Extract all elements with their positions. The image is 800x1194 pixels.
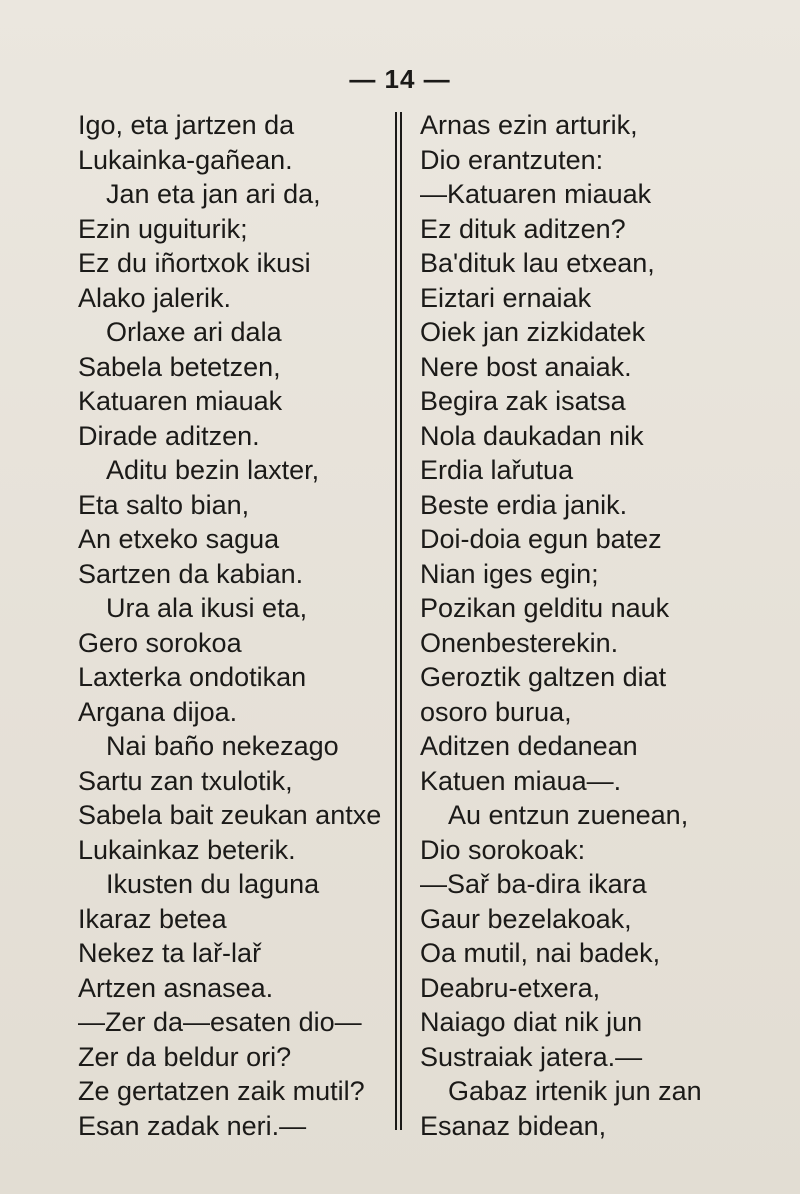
verse-line: Sustraiak jatera.— <box>420 1041 643 1072</box>
verse-line: Ez dituk aditzen? <box>420 213 626 244</box>
verse-line: —Sař ba-dira ikara <box>420 869 647 899</box>
verse-line: Ze gertatzen zaik mutil? <box>78 1076 365 1106</box>
verse-line: Aditzen dedanean <box>420 731 638 761</box>
verse-line: An etxeko sagua <box>78 524 280 554</box>
verse-line: Igo, eta jartzen da <box>78 110 295 140</box>
verse-line: Nola daukadan nik <box>420 420 644 451</box>
column-divider-rule <box>395 112 397 1130</box>
verse-line: Sartu zan txulotik, <box>78 765 293 796</box>
verse-line: Naiago diat nik jun <box>420 1007 643 1037</box>
verse-line: Ikusten du laguna <box>106 869 320 899</box>
verse-line: Eta salto bian, <box>78 489 250 520</box>
verse-line: Geroztik galtzen diat <box>420 662 667 692</box>
verse-line: Gabaz irtenik jun zan <box>448 1076 702 1106</box>
verse-line: Alako jalerik. <box>78 282 232 313</box>
verse-line: Nian iges egin; <box>420 558 599 589</box>
verse-line: Gero sorokoa <box>78 627 242 658</box>
verse-line: —Zer da—esaten dio— <box>78 1007 362 1037</box>
verse-line: Laxterka ondotikan <box>78 662 307 692</box>
verse-line: Katuaren miauak <box>78 386 283 416</box>
verse-line: Artzen asnasea. <box>78 972 274 1003</box>
verse-line: Dio sorokoak: <box>420 834 586 865</box>
verse-line: Ba'dituk lau etxean, <box>420 248 655 278</box>
verse-line: —Katuaren miauak <box>420 179 652 209</box>
verse-line: Ez du iñortxok ikusi <box>78 248 311 278</box>
verse-line: Sabela bait zeukan antxe <box>78 800 382 830</box>
verse-line: Esan zadak neri.— <box>78 1110 307 1141</box>
verse-line: Ezin uguiturik; <box>78 213 248 244</box>
verse-line: Orlaxe ari dala <box>106 317 282 347</box>
verse-line: Ura ala ikusi eta, <box>106 593 308 623</box>
verse-line: Zer da beldur ori? <box>78 1041 292 1072</box>
verse-line: Begira zak isatsa <box>420 386 626 416</box>
verse-line: Argana dijoa. <box>78 696 238 727</box>
verse-line: Esanaz bidean, <box>420 1110 607 1141</box>
verse-line: Dirade aditzen. <box>78 420 260 451</box>
verse-line: Aditu bezin laxter, <box>106 455 320 485</box>
verse-line: Oa mutil, nai badek, <box>420 938 661 968</box>
verse-line: Gaur bezelakoak, <box>420 903 632 934</box>
verse-line: Katuen miaua—. <box>420 765 622 796</box>
verse-line: Au entzun zuenean, <box>448 800 689 830</box>
verse-line: Ikaraz betea <box>78 903 227 934</box>
verse-line: Dio erantzuten: <box>420 144 604 175</box>
verse-line: Onenbesterekin. <box>420 627 619 658</box>
right-column <box>420 108 750 1143</box>
verse-line: Pozikan gelditu nauk <box>420 593 670 623</box>
verse-line: Nere bost anaiak. <box>420 351 632 382</box>
verse-line: Nai baño nekezago <box>106 731 339 761</box>
left-column <box>78 108 393 1143</box>
verse-line: Arnas ezin arturik, <box>420 110 638 140</box>
verse-line: Nekez ta lař-lař <box>78 938 262 968</box>
verse-line: Erdia lařutua <box>420 455 574 485</box>
verse-line: Jan eta jan ari da, <box>106 179 321 209</box>
verse-line: Deabru-etxera, <box>420 972 601 1003</box>
verse-line: osoro burua, <box>420 696 572 727</box>
verse-line: Sabela betetzen, <box>78 351 281 382</box>
verse-line: Lukainkaz beterik. <box>78 834 296 865</box>
page-number: — 14 — <box>349 64 451 94</box>
verse-line: Sartzen da kabian. <box>78 558 304 589</box>
verse-line: Eiztari ernaiak <box>420 282 592 313</box>
verse-line: Lukainka-gañean. <box>78 144 293 175</box>
verse-line: Beste erdia janik. <box>420 489 628 520</box>
verse-line: Doi-doia egun batez <box>420 524 662 554</box>
verse-line: Oiek jan zizkidatek <box>420 317 646 347</box>
column-divider-rule <box>400 112 402 1130</box>
